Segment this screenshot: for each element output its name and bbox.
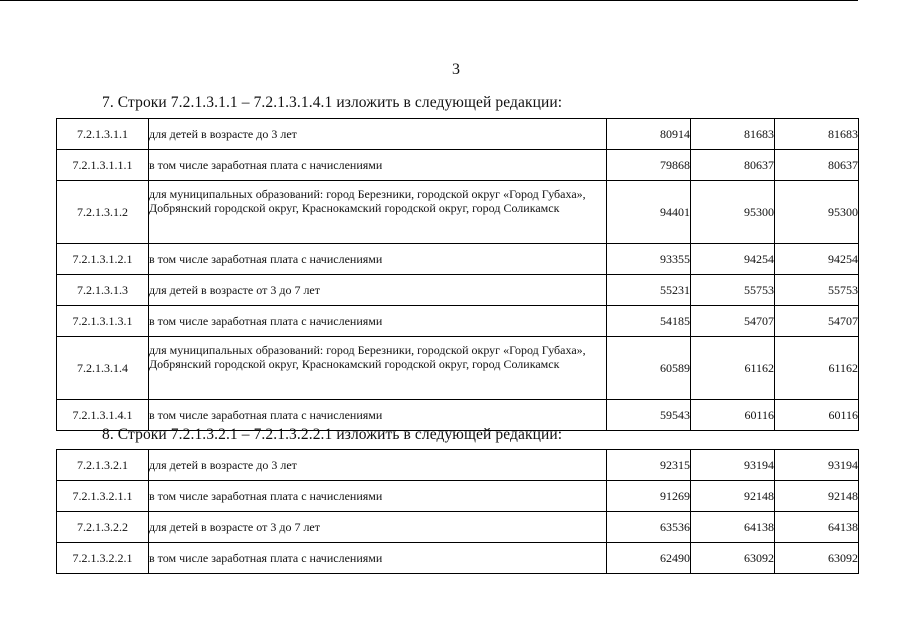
section-7-heading: 7. Строки 7.2.1.3.1.1 – 7.2.1.3.1.4.1 изложить в следующей редакции: xyxy=(102,94,563,111)
row-value-1: 55231 xyxy=(607,275,691,306)
section-8-heading: 8. Строки 7.2.1.3.2.1 – 7.2.1.3.2.2.1 изложить в следующей редакции: xyxy=(102,426,563,443)
row-value-3: 94254 xyxy=(775,244,859,275)
table-row xyxy=(57,512,859,543)
row-value-1: 62490 xyxy=(607,543,691,574)
row-value-3: 93194 xyxy=(775,450,859,481)
section-7-table xyxy=(56,118,859,431)
row-value-3: 60116 xyxy=(775,400,859,431)
table-row xyxy=(57,275,859,306)
row-code: 7.2.1.3.1.3 xyxy=(57,275,149,306)
row-value-2: 61162 xyxy=(691,337,775,400)
row-description: для детей в возрасте до 3 лет xyxy=(149,450,607,481)
row-description: в том числе заработная плата с начислениями xyxy=(149,481,607,512)
row-description: в том числе заработная плата с начислениями xyxy=(149,150,607,181)
row-description: для детей в возрасте до 3 лет xyxy=(149,119,607,150)
row-value-2: 80637 xyxy=(691,150,775,181)
table-row xyxy=(57,119,859,150)
row-description: в том числе заработная плата с начислениями xyxy=(149,543,607,574)
table-row xyxy=(57,543,859,574)
row-value-2: 81683 xyxy=(691,119,775,150)
row-value-3: 64138 xyxy=(775,512,859,543)
table-row xyxy=(57,450,859,481)
row-value-1: 60589 xyxy=(607,337,691,400)
table-row xyxy=(57,244,859,275)
row-code: 7.2.1.3.1.4 xyxy=(57,337,149,400)
row-value-3: 80637 xyxy=(775,150,859,181)
row-value-1: 94401 xyxy=(607,181,691,244)
row-value-3: 63092 xyxy=(775,543,859,574)
row-value-1: 80914 xyxy=(607,119,691,150)
row-description: для муниципальных образований: город Березники, городской округ «Город Губаха», Добрянский городской округ, Краснокамский городской округ, город Соликамск xyxy=(149,337,607,400)
row-code: 7.2.1.3.1.2.1 xyxy=(57,244,149,275)
row-value-1: 79868 xyxy=(607,150,691,181)
row-value-1: 59543 xyxy=(607,400,691,431)
row-description: в том числе заработная плата с начислениями xyxy=(149,306,607,337)
table-row xyxy=(57,306,859,337)
row-code: 7.2.1.3.1.2 xyxy=(57,181,149,244)
row-value-2: 60116 xyxy=(691,400,775,431)
row-code: 7.2.1.3.2.2 xyxy=(57,512,149,543)
row-value-3: 92148 xyxy=(775,481,859,512)
row-value-3: 54707 xyxy=(775,306,859,337)
row-code: 7.2.1.3.2.1 xyxy=(57,450,149,481)
row-description: в том числе заработная плата с начислениями xyxy=(149,244,607,275)
row-code: 7.2.1.3.1.1.1 xyxy=(57,150,149,181)
row-code: 7.2.1.3.1.1 xyxy=(57,119,149,150)
table-row xyxy=(57,181,859,244)
row-value-2: 54707 xyxy=(691,306,775,337)
row-value-3: 61162 xyxy=(775,337,859,400)
row-value-2: 55753 xyxy=(691,275,775,306)
table-row xyxy=(57,481,859,512)
row-value-2: 64138 xyxy=(691,512,775,543)
row-value-3: 55753 xyxy=(775,275,859,306)
table-row xyxy=(57,337,859,400)
row-code: 7.2.1.3.2.1.1 xyxy=(57,481,149,512)
row-code: 7.2.1.3.2.2.1 xyxy=(57,543,149,574)
row-code: 7.2.1.3.1.3.1 xyxy=(57,306,149,337)
row-value-1: 92315 xyxy=(607,450,691,481)
table-row xyxy=(57,150,859,181)
row-value-2: 95300 xyxy=(691,181,775,244)
row-value-3: 81683 xyxy=(775,119,859,150)
row-description: для муниципальных образований: город Березники, городской округ «Город Губаха», Добрянский городской округ, Краснокамский городской округ, город Соликамск xyxy=(149,181,607,244)
page-number: 3 xyxy=(452,61,460,78)
row-description: в том числе заработная плата с начислениями xyxy=(149,400,607,431)
row-description: для детей в возрасте от 3 до 7 лет xyxy=(149,512,607,543)
row-value-1: 54185 xyxy=(607,306,691,337)
row-value-1: 63536 xyxy=(607,512,691,543)
section-8-table xyxy=(56,449,859,574)
row-description: для детей в возрасте от 3 до 7 лет xyxy=(149,275,607,306)
row-value-2: 94254 xyxy=(691,244,775,275)
row-code: 7.2.1.3.1.4.1 xyxy=(57,400,149,431)
row-value-2: 63092 xyxy=(691,543,775,574)
row-value-2: 93194 xyxy=(691,450,775,481)
row-value-1: 93355 xyxy=(607,244,691,275)
row-value-2: 92148 xyxy=(691,481,775,512)
top-border-line xyxy=(0,0,858,1)
row-value-3: 95300 xyxy=(775,181,859,244)
row-value-1: 91269 xyxy=(607,481,691,512)
